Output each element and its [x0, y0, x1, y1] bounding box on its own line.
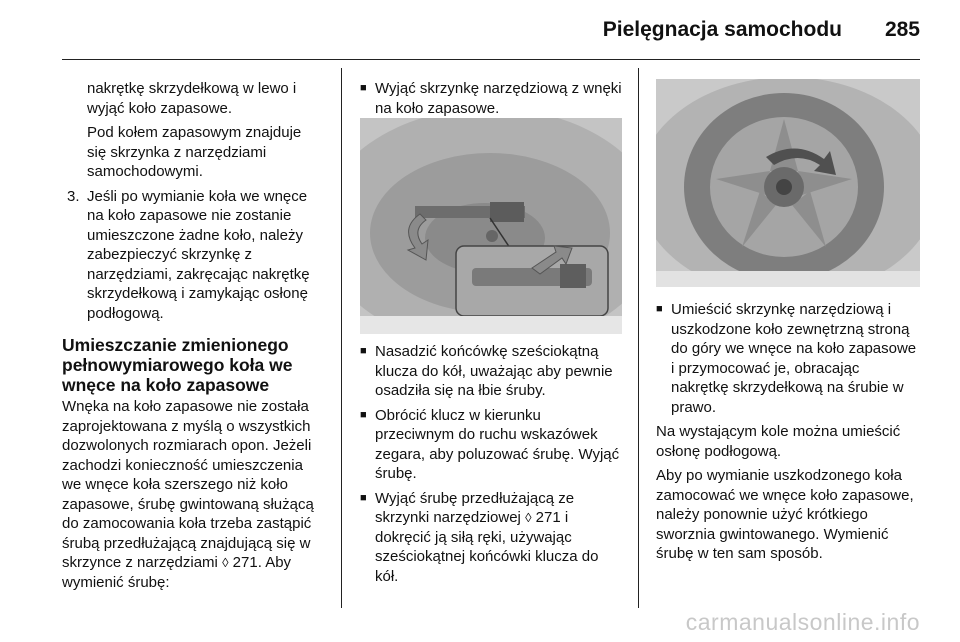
list-item: [360, 342, 624, 401]
page-reference-link[interactable]: 271. Aby wymienić śrubę:: [62, 554, 292, 591]
section-heading: Umieszczanie zmienionego pełnowymiarowego koła we wnęce na koło zapasowe: [62, 335, 293, 395]
page-title: Pielęgnacja samochodu: [602, 18, 842, 41]
spare-wheel-drawing: [656, 79, 920, 287]
section-body: [62, 397, 324, 592]
list-item-text: Wyjąć śrubę przedłużającą ze skrzynki narzędziowej: [375, 489, 575, 526]
numbered-step-3: [62, 187, 324, 324]
list-item: [360, 406, 624, 484]
column-left: [62, 79, 324, 597]
tool-box-note: Pod kołem zapasowym znajduje się skrzynka z narzędziami samochodowymi.: [87, 124, 302, 180]
bullet-icon: ■: [656, 303, 663, 315]
list-item-text-continued: 271 i dokręcić ją siłą ręki, używając sześciokątnej końcówki klucza do kół.: [375, 509, 599, 585]
floor-cover-note: Na wystającym kole można umieścić osłonę podłogową.: [656, 423, 901, 460]
list-item-text: Nasadzić końcówkę sześciokątną klucza do kół, uważając aby pewnie osadziła się na łbie śruby.: [375, 343, 613, 399]
step-number: 3.: [67, 187, 80, 205]
column-divider-left: [341, 68, 342, 608]
page-number: 285: [884, 18, 920, 41]
bullet-icon: ■: [360, 491, 367, 504]
header-rule: [62, 59, 920, 60]
reuse-bolt-note: Aby po wymianie uszkodzonego koła zamocować we wnęce koło zapasowe, należy ponownie użyć krótkiego sworznia gwintowanego. Wymienić śrubę w ten sam sposób.: [656, 467, 914, 562]
bullet-icon: ■: [360, 408, 367, 421]
continued-step-text: nakrętkę skrzydełkową w lewo i wyjąć koło zapasowe.: [87, 80, 297, 117]
step-text: Jeśli po wymianie koła we wnęce na koło zapasowe nie zostanie umieszczone żadne koło, należy zabezpieczyć skrzynkę z narzędziami, zakręcając nakrętkę skrzydełkową i zamykając osłonę podłogową.: [87, 187, 310, 322]
list-item: [360, 489, 624, 587]
list-item: [360, 79, 624, 118]
tool-box-illustration: [360, 118, 622, 334]
list-item-text: Umieścić skrzynkę narzędziową i uszkodzone koło zewnętrzną stroną do góry we wnęce na koło zapasowe i przymocować je, obracając nakrętkę skrzydełkową na śrubie w prawo.: [671, 301, 917, 416]
watermark: carmanualsonline.info: [685, 609, 920, 635]
section-body-text: Wnęka na koło zapasowe nie została zaprojektowana z myślą o wszystkich dozwolonych rozmiarach opon. Jeżeli zachodzi konieczność umieszczenia we wnęce koła szerszego niż koło zapasowe, śrubę gwintowaną służącą do zamocowania koła trzeba zastąpić śrubą przedłużającą znajdującą się w skrzynce z narzędziami: [62, 398, 314, 571]
list-item-text: Wyjąć skrzynkę narzędziową z wnęki na koło zapasowe.: [375, 80, 622, 117]
bullet-icon: ■: [360, 345, 367, 357]
column-divider-right: [638, 68, 639, 608]
list-item-text: Obrócić klucz w kierunku przeciwnym do ruchu wskazówek zegara, aby poluzować śrubę. Wyjąć śrubę.: [375, 406, 620, 482]
column-right: [656, 300, 920, 569]
page-reference-arrow-icon: ◊: [222, 555, 229, 570]
page-header: [0, 0, 960, 60]
tool-box-drawing: [360, 118, 622, 334]
column-middle: [360, 79, 624, 123]
list-item: [656, 300, 920, 417]
bullet-icon: ■: [360, 82, 367, 94]
spare-wheel-illustration: [656, 79, 920, 287]
column-middle-lower: [360, 342, 624, 591]
page-reference-arrow-icon: ◊: [525, 510, 532, 525]
